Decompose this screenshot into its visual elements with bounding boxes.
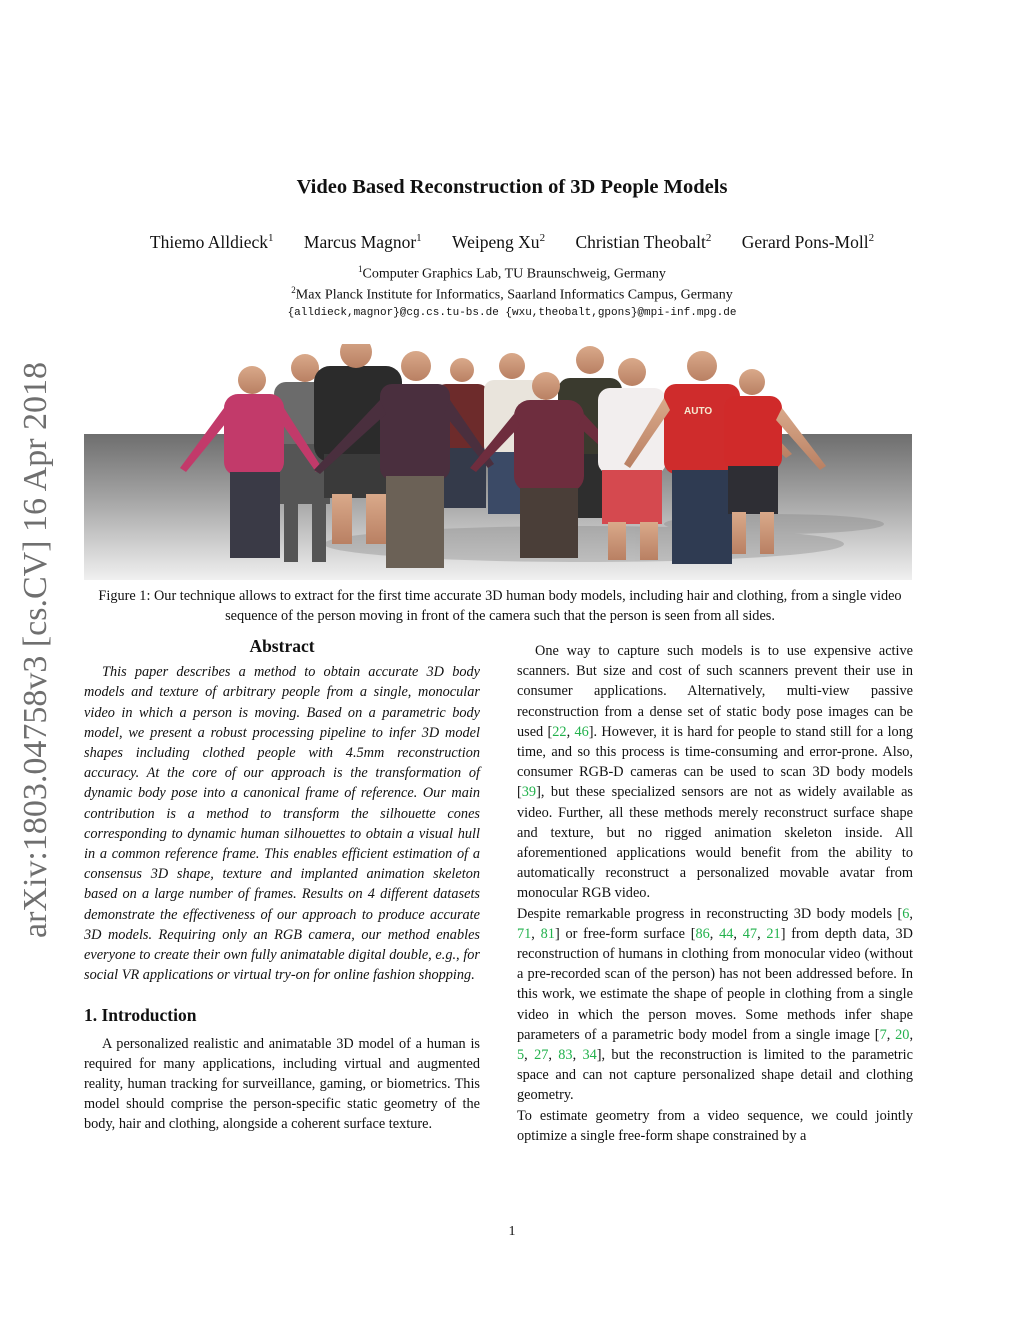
- introduction-paragraph-1: A personalized realistic and animatable 3D model of a human is required for many applications, including virtual and augmented reality, human tracking for surveillance, gaming, or biometrics. This model should comprise the person-specific static geometry of the body, hair and clothing, alongside a coherent surface texture.: [84, 1035, 480, 1133]
- figure-caption: Figure 1: Our technique allows to extract for the first time accurate 3D human body models, including hair and clothing, from a single video sequence of the person moving in front of the camera such that the person is seen from all sides.: [98, 588, 902, 624]
- abstract-body: This paper describes a method to obtain accurate 3D body models and texture of arbitrary people from a single, monocular video in which a person is moving. Based on a parametric body model, we present a robust processing pipeline to infer 3D model shapes including clothed people with 4.5mm reconstruction accuracy. At the core of our approach is the transformation of dynamic body pose into a canonical frame of reference. Our main contribution is a method to transform the silhouette cones corresponding to dynamic human silhouettes to obtain a visual hull in a common reference frame. This enables efficient estimation of a consensus 3D shape, texture and implanted animation skeleton based on a large number of frames. Results on 4 different datasets demonstrate the effectiveness of our approach to produce accurate 3D models. Requiring only an RGB camera, our method enables everyone to create their own fully animatable digital double, e.g., for social VR applications or virtual try-on for online fashion shopping.: [84, 664, 480, 984]
- right-paragraph-3: To estimate geometry from a video sequence, we could jointly optimize a single free-form shape constrained by a: [517, 1107, 913, 1144]
- citation-link[interactable]: 39: [521, 784, 537, 801]
- teaser-figure: [84, 344, 912, 580]
- citation-link[interactable]: 83: [558, 1047, 573, 1064]
- citation-link[interactable]: 71: [517, 925, 532, 942]
- citation-link[interactable]: 34: [582, 1047, 597, 1064]
- author-list: [0, 232, 1024, 253]
- author-4: Christian Theobalt$^2$: [575, 232, 712, 252]
- citation-link[interactable]: 46: [574, 723, 589, 740]
- citation-link[interactable]: 7: [879, 1026, 887, 1043]
- citation-link[interactable]: 22: [552, 723, 567, 740]
- right-paragraph-1: One way to capture such models is to use expensive active scanners. But size and cost of such scanners prevent their use in consumer applications. Alternatively, multi-view passive reconstruction from a dense set of static body pose images can be used [22, 46]. However, it is hard for people to stand still for a long time, and so this process is time-consuming and error-prone. Also, consumer RGB-D cameras can be used to scan 3D body models [39], but these specialized sensors are not as widely available as video. Further, all these methods merely reconstruct surface shape and texture, but no rigged animation skeleton inside. All aforementioned applications would benefit from the ability to automatically reconstruct a personalized movable avatar from monocular RGB video.: [517, 643, 913, 902]
- affiliation-1: $^1$Computer Graphics Lab, TU Braunschweig, Germany: [358, 264, 666, 282]
- author-2: Marcus Magnor$^1$: [303, 232, 422, 252]
- right-column: [517, 641, 913, 1146]
- page-number: 1: [508, 1224, 516, 1239]
- introduction-heading: 1. Introduction: [84, 1005, 197, 1026]
- right-paragraph-2: Despite remarkable progress in reconstructing 3D body models [6, 71, 81] or free-form surface [86, 44, 47, 21] from depth data, 3D reconstruction of humans in clothing from monocular video (without a pre-recorded scan of the person) has not been addressed before. In this work, we estimate the shape of people in clothing from a single video in which the person moves. Some methods infer shape parameters of a parametric body model from a single image [7, 20, 5, 27, 83, 34], but the reconstruction is limited to the parametric space and can not capture personalized shape detail and clothing geometry.: [517, 905, 914, 1104]
- citation-link[interactable]: 44: [719, 925, 734, 942]
- arxiv-identifier-text: arXiv:1803.04758v3 [cs.CV] 16 Apr 2018: [17, 361, 54, 938]
- author-3: Weipeng Xu$^2$: [452, 232, 546, 252]
- shirt-print-text: AUTO: [684, 406, 713, 417]
- citation-link[interactable]: 6: [902, 905, 910, 922]
- citation-link[interactable]: 27: [534, 1047, 549, 1064]
- author-emails: {alldieck,magnor}@cg.cs.tu-bs.de {wxu,theobalt,gpons}@mpi-inf.mpg.de: [287, 307, 737, 319]
- citation-link[interactable]: 81: [540, 925, 555, 942]
- author-5: Gerard Pons-Moll$^2$: [741, 232, 875, 252]
- citation-link[interactable]: 47: [742, 925, 758, 942]
- citation-link[interactable]: 86: [695, 925, 710, 942]
- left-column: [84, 636, 480, 1135]
- paper-title: Video Based Reconstruction of 3D People Models: [296, 176, 728, 198]
- author-1: Thiemo Alldieck$^1$: [149, 232, 274, 252]
- citation-link[interactable]: 5: [517, 1047, 525, 1064]
- citation-link[interactable]: 21: [766, 925, 781, 942]
- affiliation-2: $^2$Max Planck Institute for Informatics, Saarland Informatics Campus, Germany: [291, 285, 733, 303]
- abstract-heading: Abstract: [249, 636, 315, 656]
- arxiv-identifier-stamp: [12, 350, 56, 950]
- teaser-figure-image: [84, 344, 912, 580]
- citation-link[interactable]: 20: [895, 1026, 910, 1043]
